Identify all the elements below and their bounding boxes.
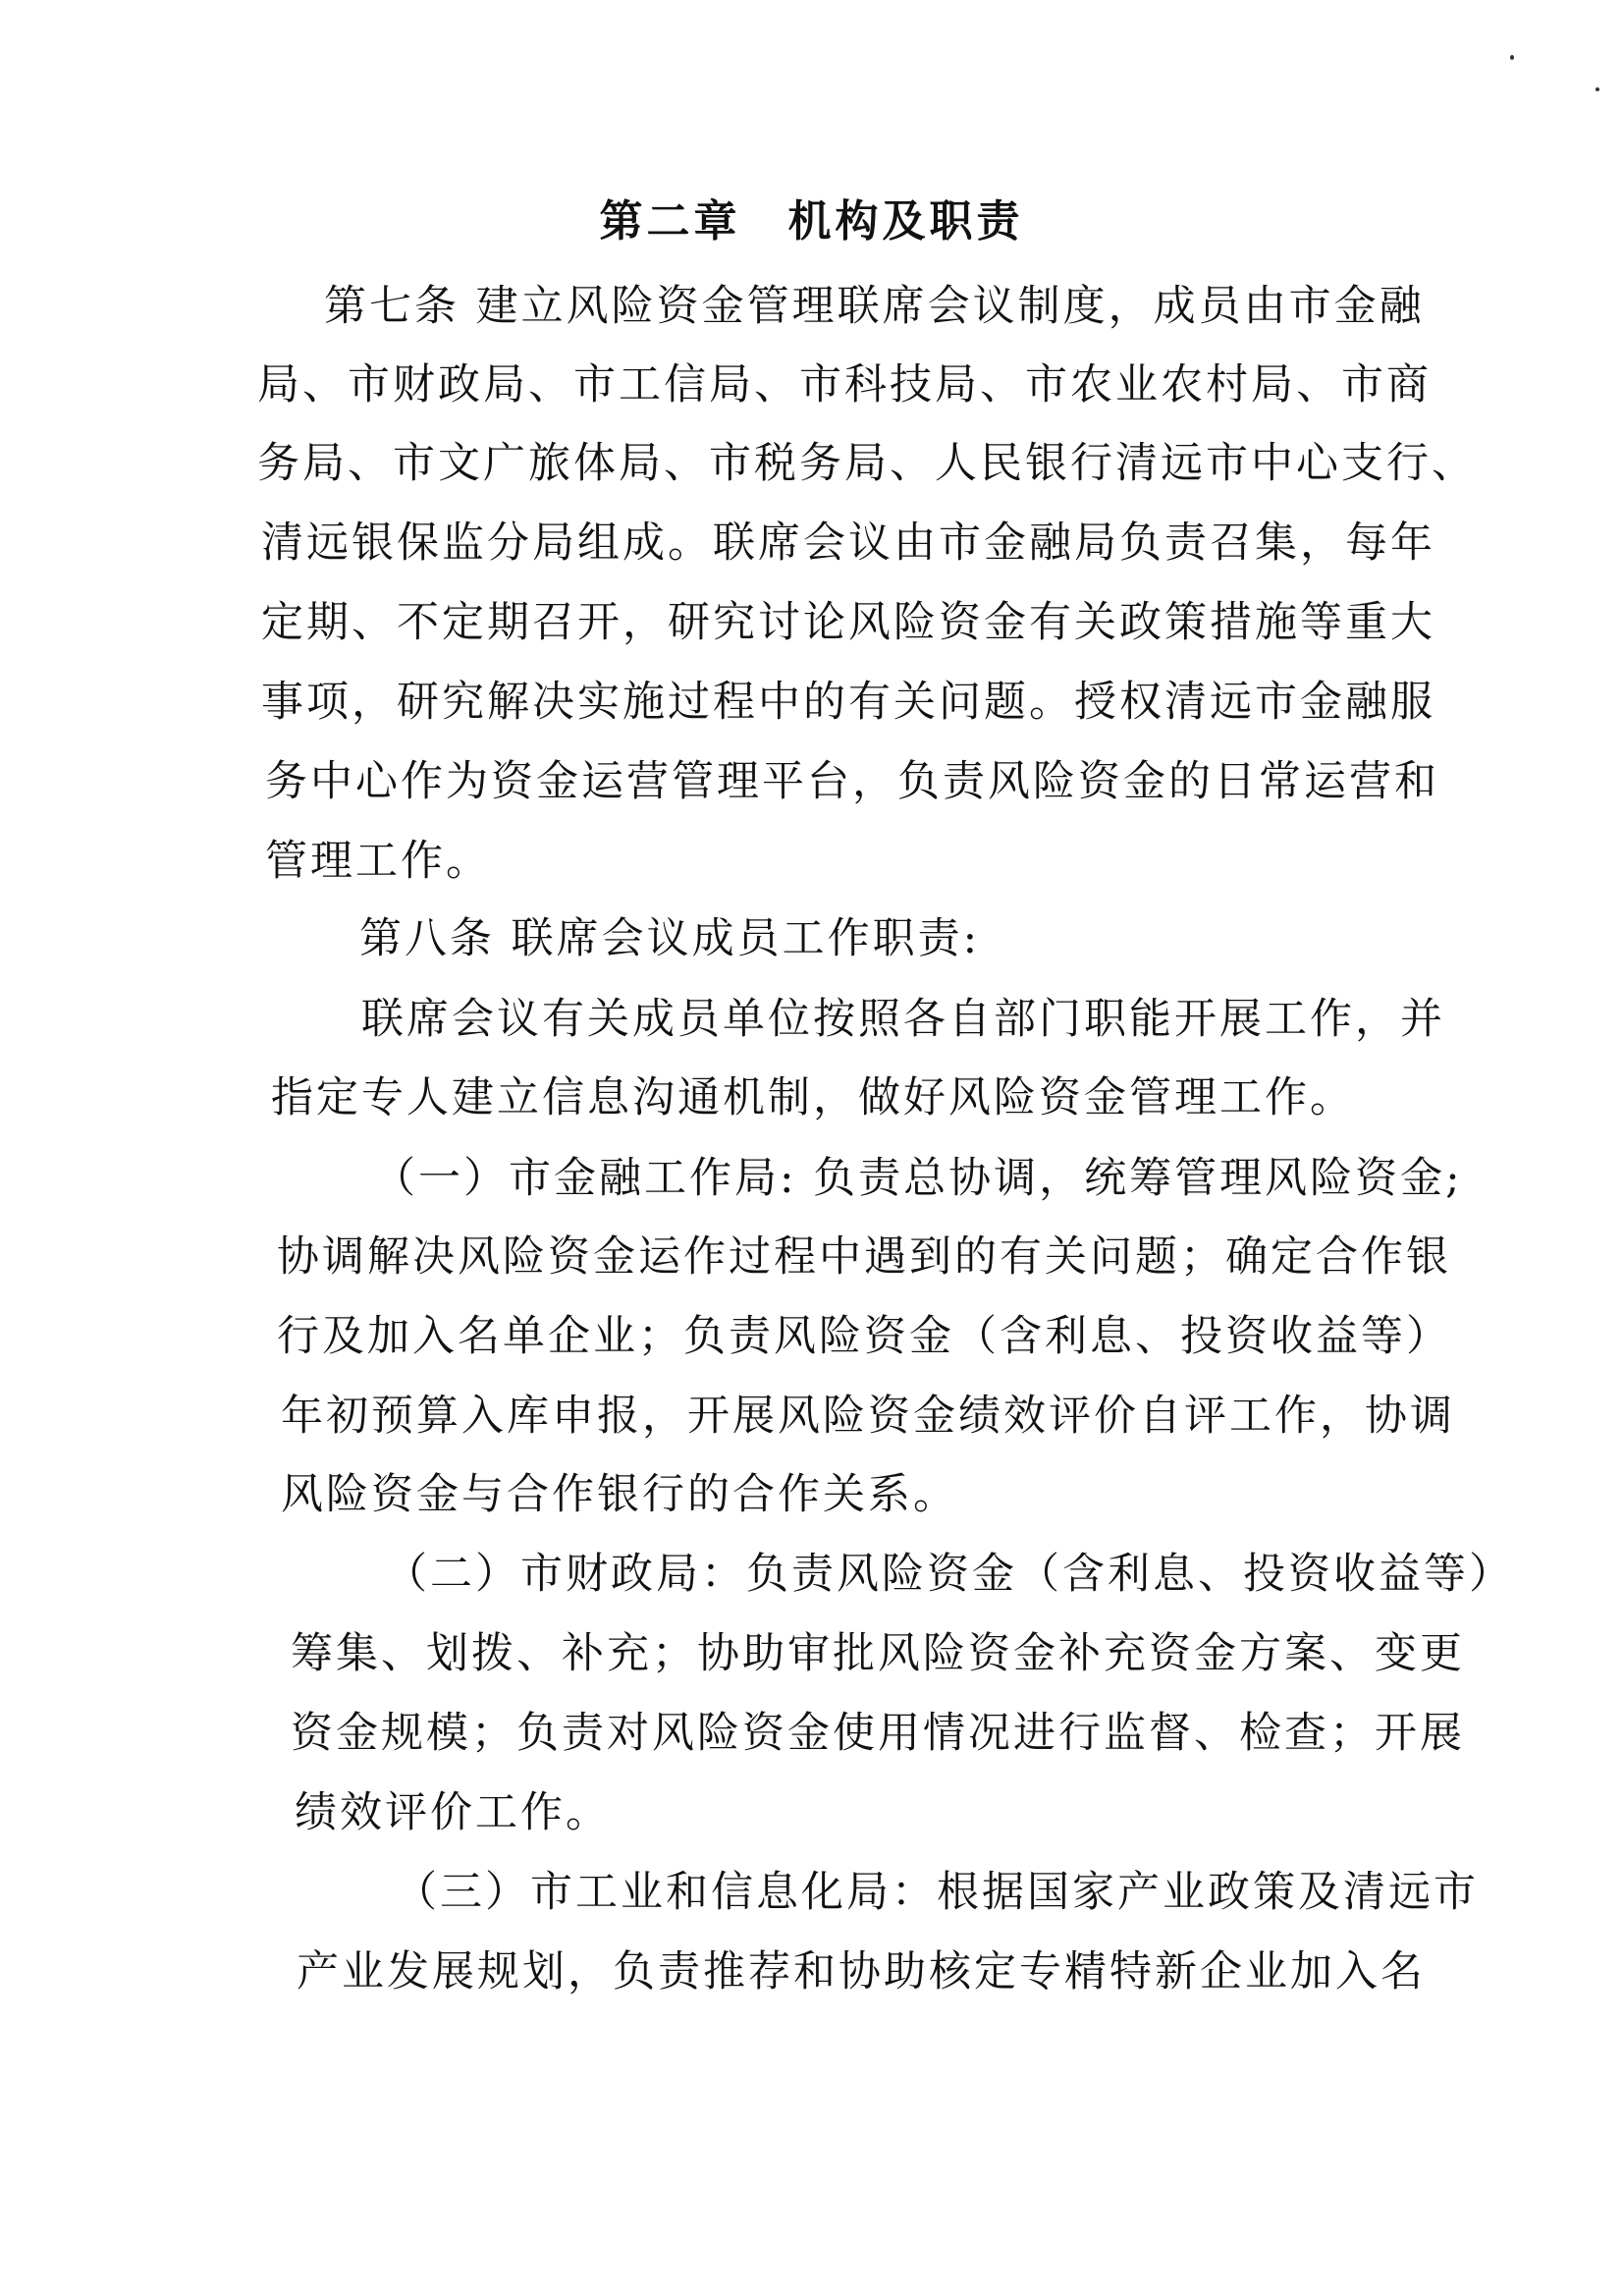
article8-intro-line: 指定专人建立信息沟通机制，做好风险资金管理工作。 xyxy=(271,1073,1355,1122)
item2-line: 绩效评价工作。 xyxy=(295,1788,611,1837)
article7-line: 务局、市文广旅体局、市税务局、人民银行清远市中心支行、 xyxy=(257,439,1477,488)
scan-speck xyxy=(1510,55,1514,60)
scan-speck xyxy=(1596,87,1599,91)
chapter-title: 第二章 机构及职责 xyxy=(599,196,1024,246)
item1-line: （一）市金融工作局: 负责总协调，统筹管理风险资金; xyxy=(373,1154,1463,1203)
item2-line: （二）市财政局：负责风险资金（含利息、投资收益等） xyxy=(385,1550,1514,1599)
item2-line: 筹集、划拨、补充；协助审批风险资金补充资金方案、变更 xyxy=(291,1629,1465,1678)
item1-line: 风险资金与合作银行的合作关系。 xyxy=(281,1470,958,1519)
item1-line: 年初预算入库申报，开展风险资金绩效评价自评工作，协调 xyxy=(281,1392,1455,1441)
article7-line: 管理工作。 xyxy=(265,837,491,886)
article7-line: 定期、不定期召开，研究讨论风险资金有关政策措施等重大 xyxy=(261,598,1435,647)
article7-line: 局、市财政局、市工信局、市科技局、市农业农村局、市商 xyxy=(257,360,1432,410)
article8-intro-line: 联席会议有关成员单位按照各自部门职能开展工作，并 xyxy=(361,995,1445,1044)
item3-line: 产业发展规划，负责推荐和协助核定专精特新企业加入名 xyxy=(297,1947,1426,1996)
article8-heading: 第八条 联席会议成员工作职责: xyxy=(359,914,981,963)
article7-line: 第七条 建立风险资金管理联席会议制度，成员由市金融 xyxy=(324,282,1425,331)
item2-line: 资金规模；负责对风险资金使用情况进行监督、检查；开展 xyxy=(291,1709,1465,1758)
article7-line: 清远银保监分局组成。联席会议由市金融局负责召集，每年 xyxy=(261,519,1435,568)
item1-line: 行及加入名单企业；负责风险资金（含利息、投资收益等） xyxy=(277,1312,1451,1361)
article7-line: 务中心作为资金运营管理平台，负责风险资金的日常运营和 xyxy=(265,757,1439,806)
article7-line: 事项，研究解决实施过程中的有关问题。授权清远市金融服 xyxy=(261,678,1435,727)
item1-line: 协调解决风险资金运作过程中遇到的有关问题；确定合作银 xyxy=(277,1232,1451,1282)
item3-line: （三）市工业和信息化局：根据国家产业政策及清远市 xyxy=(395,1868,1479,1917)
